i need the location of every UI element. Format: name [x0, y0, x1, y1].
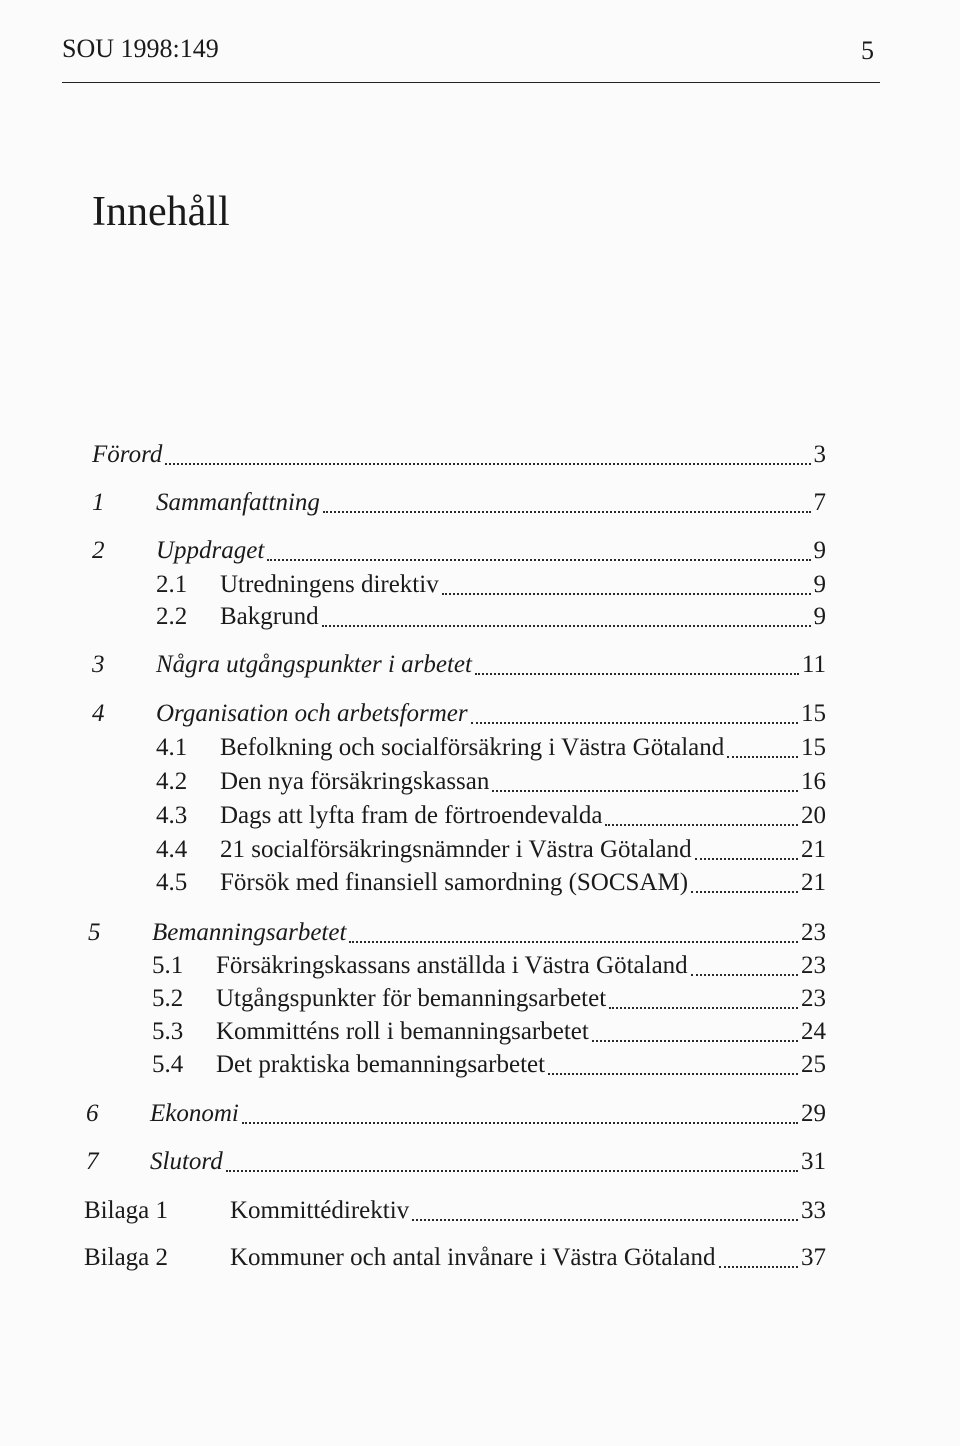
- toc-entry-5-3[interactable]: [0, 1015, 960, 1049]
- toc-page: 9: [813, 571, 826, 598]
- toc-entry-4-5[interactable]: [0, 866, 960, 900]
- toc-title: Det praktiska bemanningsarbetet: [216, 1051, 546, 1078]
- toc-page: 9: [813, 603, 826, 630]
- toc-page: 23: [801, 985, 826, 1012]
- toc-number: 4.2: [156, 768, 188, 795]
- toc-number: 1: [92, 489, 105, 516]
- toc-entry-forord[interactable]: [0, 438, 960, 472]
- toc-page: 20: [801, 802, 826, 829]
- toc-number: 2.1: [156, 571, 188, 598]
- toc-number: 5.2: [152, 985, 184, 1012]
- toc-title: 21 socialförsäkringsnämnder i Västra Götaland: [220, 836, 692, 863]
- dot-leader: [492, 790, 798, 792]
- toc-title: Utgångspunkter för bemanningsarbetet: [216, 985, 607, 1012]
- dot-leader: [548, 1073, 798, 1075]
- toc-title: Ekonomi: [150, 1100, 239, 1127]
- toc-title: Dags att lyfta fram de förtroendevalda: [220, 802, 603, 829]
- toc-entry-chapter-5[interactable]: [0, 916, 960, 950]
- toc-title: Slutord: [150, 1148, 223, 1175]
- toc-number: 4: [92, 700, 105, 727]
- toc-number: 4.1: [156, 734, 188, 761]
- toc-page: 15: [801, 700, 826, 727]
- toc-title: Sammanfattning: [156, 489, 320, 516]
- toc-title: Kommuner och antal invånare i Västra Götaland: [230, 1244, 716, 1271]
- toc-number: 4.4: [156, 836, 188, 863]
- toc-entry-2-2[interactable]: [0, 600, 960, 634]
- dot-leader: [727, 756, 798, 758]
- toc-entry-4-1[interactable]: [0, 731, 960, 765]
- toc-number: 2.2: [156, 603, 188, 630]
- toc-entry-4-2[interactable]: [0, 765, 960, 799]
- toc-entry-5-4[interactable]: [0, 1048, 960, 1082]
- toc-page: 9: [813, 537, 826, 564]
- toc-page: 3: [813, 441, 826, 468]
- toc-number: 5.3: [152, 1018, 184, 1045]
- dot-leader: [442, 593, 811, 595]
- toc-entry-chapter-7[interactable]: [0, 1145, 960, 1179]
- toc-number: 2: [92, 537, 105, 564]
- dot-leader: [267, 559, 810, 561]
- toc-title: Försäkringskassans anställda i Västra Götaland: [216, 952, 688, 979]
- toc-title: Några utgångspunkter i arbetet: [156, 651, 472, 678]
- toc-entry-chapter-2[interactable]: [0, 534, 960, 568]
- toc-entry-4-3[interactable]: [0, 799, 960, 833]
- toc-number: 3: [92, 651, 105, 678]
- toc-entry-chapter-3[interactable]: [0, 648, 960, 682]
- dot-leader: [605, 824, 798, 826]
- toc-entry-bilaga-1[interactable]: [0, 1194, 960, 1228]
- toc-page: 23: [801, 919, 826, 946]
- toc-title: Bemanningsarbetet: [152, 919, 347, 946]
- toc-title: Uppdraget: [156, 537, 265, 564]
- dot-leader: [471, 722, 798, 724]
- toc-entry-4-4[interactable]: [0, 833, 960, 867]
- toc-title: Försök med finansiell samordning (SOCSAM): [220, 869, 689, 896]
- toc-title: Organisation och arbetsformer: [156, 700, 468, 727]
- toc-entry-chapter-1[interactable]: [0, 486, 960, 520]
- toc-entry-chapter-4[interactable]: [0, 697, 960, 731]
- page-title: Innehåll: [92, 189, 230, 235]
- toc-page: 21: [801, 869, 826, 896]
- dot-leader: [691, 891, 798, 893]
- toc-page: 33: [801, 1197, 826, 1224]
- dot-leader: [322, 625, 811, 627]
- toc-page: 29: [801, 1100, 826, 1127]
- toc-page: 15: [801, 734, 826, 761]
- toc-title: Kommittédirektiv: [230, 1197, 410, 1224]
- toc-page: 25: [801, 1051, 826, 1078]
- toc-page: 7: [813, 489, 826, 516]
- dot-leader: [592, 1040, 798, 1042]
- series-number: SOU 1998:149: [62, 34, 219, 63]
- toc-title: Bakgrund: [220, 603, 319, 630]
- dot-leader: [695, 858, 798, 860]
- toc-number: 6: [86, 1100, 99, 1127]
- toc-title: Kommitténs roll i bemanningsarbetet: [216, 1018, 589, 1045]
- toc-title: Befolkning och socialförsäkring i Västra Götaland: [220, 734, 725, 761]
- dot-leader: [226, 1170, 798, 1172]
- toc-number: 5.4: [152, 1051, 184, 1078]
- toc-number: 7: [86, 1148, 99, 1175]
- dot-leader: [691, 974, 798, 976]
- toc-entry-chapter-6[interactable]: [0, 1097, 960, 1131]
- dot-leader: [719, 1266, 799, 1268]
- toc-title: Utredningens direktiv: [220, 571, 439, 598]
- dot-leader: [323, 511, 811, 513]
- toc-page: 31: [801, 1148, 826, 1175]
- toc-entry-5-1[interactable]: [0, 949, 960, 983]
- toc-number: 4.3: [156, 802, 188, 829]
- dot-leader: [609, 1007, 798, 1009]
- toc-page: 37: [801, 1244, 826, 1271]
- dot-leader: [475, 673, 799, 675]
- toc-number: 5.1: [152, 952, 184, 979]
- toc-entry-5-2[interactable]: [0, 982, 960, 1016]
- toc-page: 11: [801, 651, 826, 678]
- toc-entry-bilaga-2[interactable]: [0, 1241, 960, 1275]
- toc-number: 5: [88, 919, 101, 946]
- toc-title: Förord: [92, 441, 163, 468]
- dot-leader: [412, 1219, 798, 1221]
- dot-leader: [349, 941, 798, 943]
- toc-entry-2-1[interactable]: [0, 568, 960, 602]
- toc-page: 23: [801, 952, 826, 979]
- toc-number: 4.5: [156, 869, 188, 896]
- toc-page: 24: [801, 1018, 826, 1045]
- page-number: 5: [861, 36, 874, 65]
- toc-number: Bilaga 1: [84, 1197, 169, 1224]
- dot-leader: [165, 463, 810, 465]
- toc-number: Bilaga 2: [84, 1244, 169, 1271]
- dot-leader: [242, 1122, 798, 1124]
- toc-page: 16: [801, 768, 826, 795]
- toc-title: Den nya försäkringskassan: [220, 768, 490, 795]
- toc-page: 21: [801, 836, 826, 863]
